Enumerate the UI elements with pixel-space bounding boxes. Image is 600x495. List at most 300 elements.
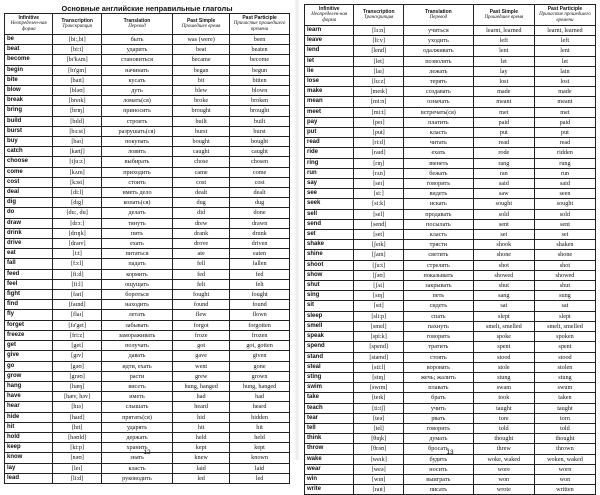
- cell-past-simple: said: [473, 179, 534, 189]
- cell-past-participle: led: [230, 473, 290, 483]
- cell-transcription: [fə'get]: [53, 320, 101, 330]
- cell-infinitive: buy: [5, 137, 53, 147]
- cell-infinitive: sleep: [305, 311, 354, 321]
- cell-transcription: [ʃaɪn]: [354, 250, 403, 260]
- cell-infinitive: feed: [5, 269, 53, 279]
- cell-past-simple: put: [473, 128, 534, 138]
- cell-past-simple: came: [173, 167, 230, 177]
- cell-transcription: [bɜ:st]: [53, 126, 101, 136]
- cell-infinitive: lend: [305, 46, 354, 56]
- cell-translation: читать: [403, 138, 473, 148]
- cell-translation: создавать: [403, 87, 473, 97]
- cell-past-simple: shone: [473, 250, 534, 260]
- cell-past-simple: drove: [173, 239, 230, 249]
- cell-infinitive: fight: [5, 290, 53, 300]
- cell-past-simple: blew: [173, 86, 230, 96]
- cell-translation: прятать(ся): [101, 412, 172, 422]
- cell-translation: учиться: [403, 26, 473, 36]
- cell-transcription: [baɪ]: [53, 137, 101, 147]
- cell-past-participle: paid: [534, 117, 595, 127]
- cell-translation: пахнуть: [403, 321, 473, 331]
- cell-past-participle: taught: [534, 403, 595, 413]
- cell-infinitive: spend: [305, 342, 354, 352]
- cell-infinitive: learn: [305, 26, 354, 36]
- cell-infinitive: swim: [305, 383, 354, 393]
- table-row: [305, 311, 596, 321]
- table-row: [5, 310, 290, 320]
- cell-infinitive: deal: [5, 188, 53, 198]
- cell-past-participle: thrown: [534, 444, 595, 454]
- table-row: [305, 393, 596, 403]
- cell-translation: быть: [101, 35, 172, 45]
- cell-past-participle: rung: [534, 158, 595, 168]
- cell-transcription: [tel]: [354, 423, 403, 433]
- cell-past-simple: became: [173, 55, 230, 65]
- cell-infinitive: shine: [305, 250, 354, 260]
- cell-translation: забывать: [101, 320, 172, 330]
- cell-transcription: [bi:,bi]: [53, 35, 101, 45]
- table-row: [5, 422, 290, 432]
- cell-translation: ударять: [101, 422, 172, 432]
- table-row: [5, 269, 290, 279]
- cell-past-simple: went: [173, 361, 230, 371]
- cell-translation: уходить: [403, 36, 473, 46]
- cell-past-simple: lent: [473, 46, 534, 56]
- cell-transcription: [θɪŋk]: [354, 434, 403, 444]
- header-past-simple: Past Simple Прошедшее время: [473, 5, 534, 26]
- cell-past-participle: lent: [534, 46, 595, 56]
- cell-infinitive: send: [305, 219, 354, 229]
- cell-infinitive: sit: [305, 301, 354, 311]
- cell-translation: начинать: [101, 65, 172, 75]
- cell-past-participle: built: [230, 116, 290, 126]
- cell-past-participle: grown: [230, 371, 290, 381]
- cell-infinitive: write: [305, 485, 354, 495]
- table-row: [5, 218, 290, 228]
- table-row: [5, 392, 290, 402]
- cell-transcription: [leɪ]: [53, 463, 101, 473]
- cell-past-participle: shaken: [534, 240, 595, 250]
- cell-infinitive: hide: [5, 412, 53, 422]
- cell-past-simple: spent: [473, 342, 534, 352]
- cell-translation: давать: [101, 351, 172, 361]
- cell-infinitive: show: [305, 270, 354, 280]
- cell-translation: ехать: [101, 239, 172, 249]
- cell-past-participle: sought: [534, 199, 595, 209]
- table-row: [5, 239, 290, 249]
- table-row: [305, 281, 596, 291]
- cell-past-simple: fought: [173, 290, 230, 300]
- cell-translation: класть: [403, 128, 473, 138]
- cell-transcription: [bɪ'kʌm]: [53, 55, 101, 65]
- cell-translation: тратить: [403, 342, 473, 352]
- verb-table-left: [4, 13, 290, 484]
- cell-past-participle: left: [534, 36, 595, 46]
- table-row: [305, 219, 596, 229]
- cell-translation: пить: [101, 228, 172, 238]
- cell-past-participle: put: [534, 128, 595, 138]
- cell-translation: знать: [101, 453, 172, 463]
- cell-translation: падать: [101, 259, 172, 269]
- cell-infinitive: sell: [305, 209, 354, 219]
- table-row: [5, 75, 290, 85]
- cell-past-simple: got: [173, 341, 230, 351]
- cell-infinitive: fly: [5, 310, 53, 320]
- cell-transcription: [stænd]: [354, 352, 403, 362]
- cell-transcription: [peɪ]: [354, 117, 403, 127]
- cell-translation: класть: [403, 230, 473, 240]
- cell-past-participle: run: [534, 168, 595, 178]
- cell-past-simple: felt: [173, 279, 230, 289]
- cell-infinitive: build: [5, 116, 53, 126]
- cell-infinitive: fall: [5, 259, 53, 269]
- table-row: [305, 209, 596, 219]
- table-row: [5, 65, 290, 75]
- table-row: [5, 208, 290, 218]
- cell-past-simple: shot: [473, 260, 534, 270]
- cell-infinitive: think: [305, 434, 354, 444]
- cell-transcription: [mi:t]: [354, 107, 403, 117]
- table-row: [305, 128, 596, 138]
- cell-infinitive: break: [5, 96, 53, 106]
- cell-past-simple: led: [173, 473, 230, 483]
- cell-transcription: [draɪv]: [53, 239, 101, 249]
- cell-transcription: [sɪŋ]: [354, 291, 403, 301]
- cell-infinitive: drink: [5, 228, 53, 238]
- table-row: [5, 402, 290, 412]
- cell-infinitive: run: [305, 168, 354, 178]
- cell-transcription: [breɪk]: [53, 96, 101, 106]
- cell-infinitive: hear: [5, 402, 53, 412]
- cell-translation: показывать: [403, 270, 473, 280]
- cell-transcription: [nəʊ]: [53, 453, 101, 463]
- cell-translation: приходить: [101, 167, 172, 177]
- cell-translation: ощущать: [101, 279, 172, 289]
- cell-transcription: [di:l]: [53, 188, 101, 198]
- cell-past-participle: let: [534, 56, 595, 66]
- cell-infinitive: know: [5, 453, 53, 463]
- cell-past-participle: torn: [534, 413, 595, 423]
- cell-transcription: [fi:l]: [53, 279, 101, 289]
- cell-infinitive: wear: [305, 464, 354, 474]
- cell-transcription: [bɪ'gɪn]: [53, 65, 101, 75]
- cell-infinitive: win: [305, 474, 354, 484]
- cell-past-simple: froze: [173, 330, 230, 340]
- header-past-simple: Past Simple Прошедшее время: [173, 14, 230, 35]
- table-row: [5, 320, 290, 330]
- right-page: [304, 4, 596, 494]
- cell-infinitive: dig: [5, 198, 53, 208]
- cell-transcription: [kætʃ]: [53, 147, 101, 157]
- table-row: [305, 413, 596, 423]
- cell-translation: брать: [403, 393, 473, 403]
- cell-past-simple: found: [173, 300, 230, 310]
- cell-past-simple: sold: [473, 209, 534, 219]
- cell-past-participle: swum: [534, 383, 595, 393]
- table-row: [305, 179, 596, 189]
- table-row: [305, 383, 596, 393]
- cell-infinitive: stand: [305, 352, 354, 362]
- table-row: [305, 342, 596, 352]
- cell-infinitive: bring: [5, 106, 53, 116]
- cell-past-participle: broken: [230, 96, 290, 106]
- cell-past-simple: rode: [473, 148, 534, 158]
- cell-translation: плавать: [403, 383, 473, 393]
- table-row: [305, 362, 596, 372]
- cell-transcription: [hɪt]: [53, 422, 101, 432]
- table-row: [305, 474, 596, 484]
- cell-translation: бросать: [403, 444, 473, 454]
- cell-infinitive: lose: [305, 77, 354, 87]
- cell-infinitive: make: [305, 87, 354, 97]
- cell-past-participle: kept: [230, 443, 290, 453]
- cell-past-simple: meant: [473, 97, 534, 107]
- cell-past-participle: forgotten: [230, 320, 290, 330]
- cell-transcription: [put]: [354, 128, 403, 138]
- table-row: [305, 158, 596, 168]
- cell-translation: будить: [403, 454, 473, 464]
- cell-infinitive: find: [5, 300, 53, 310]
- cell-transcription: [hæv, həv]: [53, 392, 101, 402]
- cell-infinitive: choose: [5, 157, 53, 167]
- cell-translation: трясти: [403, 240, 473, 250]
- table-row: [305, 372, 596, 382]
- table-row: [5, 198, 290, 208]
- header-past-participle: Past Participle Причастие прошедшего времени: [230, 14, 290, 35]
- cell-infinitive: bite: [5, 75, 53, 85]
- cell-transcription: [send]: [354, 219, 403, 229]
- cell-infinitive: drive: [5, 239, 53, 249]
- cell-infinitive: sting: [305, 372, 354, 382]
- cell-translation: иметь дело: [101, 188, 172, 198]
- cell-infinitive: go: [5, 361, 53, 371]
- cell-translation: ломать(ся): [101, 96, 172, 106]
- cell-infinitive: shut: [305, 281, 354, 291]
- cell-infinitive: cost: [5, 177, 53, 187]
- cell-translation: говорить: [403, 423, 473, 433]
- cell-transcription: [li:v]: [354, 36, 403, 46]
- cell-past-simple: took: [473, 393, 534, 403]
- cell-past-participle: written: [534, 485, 595, 495]
- cell-past-participle: thought: [534, 434, 595, 444]
- cell-transcription: [bɪld]: [53, 116, 101, 126]
- table-row: [5, 167, 290, 177]
- cell-past-participle: begun: [230, 65, 290, 75]
- cell-past-participle: dealt: [230, 188, 290, 198]
- cell-transcription: [fi:d]: [53, 269, 101, 279]
- page-title: Основные английские неправильные глаголы: [61, 4, 233, 13]
- cell-translation: класть: [101, 463, 172, 473]
- cell-transcription: [ʃəʊ]: [354, 270, 403, 280]
- cell-past-participle: come: [230, 167, 290, 177]
- table-header-row: [305, 5, 596, 26]
- header-translation: Translation Перевод: [101, 14, 172, 35]
- cell-past-simple: began: [173, 65, 230, 75]
- cell-past-simple: set: [473, 230, 534, 240]
- cell-past-participle: shot: [534, 260, 595, 270]
- cell-past-simple: smelt, smelled: [473, 321, 534, 331]
- cell-infinitive: meet: [305, 107, 354, 117]
- cell-transcription: [mi:n]: [354, 97, 403, 107]
- cell-translation: выбирать: [101, 157, 172, 167]
- cell-transcription: [laɪ]: [354, 66, 403, 76]
- table-row: [5, 300, 290, 310]
- cell-infinitive: feel: [5, 279, 53, 289]
- cell-past-participle: taken: [534, 393, 595, 403]
- cell-past-simple: ran: [473, 168, 534, 178]
- cell-infinitive: tear: [305, 413, 354, 423]
- cell-infinitive: sing: [305, 291, 354, 301]
- cell-past-simple: fell: [173, 259, 230, 269]
- table-row: [5, 371, 290, 381]
- cell-past-participle: gone: [230, 361, 290, 371]
- cell-transcription: [flaɪ]: [53, 310, 101, 320]
- cell-past-participle: blown: [230, 86, 290, 96]
- table-body-left: [5, 35, 290, 484]
- cell-transcription: [ki:p]: [53, 443, 101, 453]
- cell-past-simple: met: [473, 107, 534, 117]
- cell-infinitive: put: [305, 128, 354, 138]
- cell-infinitive: tell: [305, 423, 354, 433]
- cell-transcription: [du:, du]: [53, 208, 101, 218]
- table-row: [305, 270, 596, 280]
- header-transcription: Transcription Транскрипция: [53, 14, 101, 35]
- table-row: [5, 188, 290, 198]
- cell-infinitive: blow: [5, 86, 53, 96]
- cell-translation: одалживать: [403, 46, 473, 56]
- table-row: [5, 432, 290, 442]
- cell-translation: держать: [101, 432, 172, 442]
- table-row: [5, 341, 290, 351]
- cell-infinitive: lay: [5, 463, 53, 473]
- cell-transcription: [həʊld]: [53, 432, 101, 442]
- cell-past-participle: ridden: [534, 148, 595, 158]
- cell-translation: строить: [101, 116, 172, 126]
- cell-past-simple: kept: [173, 443, 230, 453]
- cell-transcription: [kɔst]: [53, 177, 101, 187]
- cell-translation: искать: [403, 199, 473, 209]
- cell-infinitive: become: [5, 55, 53, 65]
- cell-transcription: [i:t]: [53, 249, 101, 259]
- table-row: [5, 45, 290, 55]
- cell-past-simple: drank: [173, 228, 230, 238]
- cell-translation: учить: [403, 403, 473, 413]
- cell-past-participle: become: [230, 55, 290, 65]
- cell-past-simple: woke, waked: [473, 454, 534, 464]
- table-row: [305, 107, 596, 117]
- cell-transcription: [gɪv]: [53, 351, 101, 361]
- cell-past-participle: dug: [230, 198, 290, 208]
- cell-past-simple: slept: [473, 311, 534, 321]
- cell-infinitive: lead: [5, 473, 53, 483]
- cell-past-simple: swam: [473, 383, 534, 393]
- cell-past-simple: bit: [173, 75, 230, 85]
- cell-past-participle: cost: [230, 177, 290, 187]
- cell-past-participle: been: [230, 35, 290, 45]
- cell-past-simple: stood: [473, 352, 534, 362]
- table-row: [305, 423, 596, 433]
- cell-past-simple: burst: [173, 126, 230, 136]
- cell-translation: ехать: [403, 148, 473, 158]
- cell-transcription: [fɔ:l]: [53, 259, 101, 269]
- cell-transcription: [stɪŋ]: [354, 372, 403, 382]
- table-row: [305, 189, 596, 199]
- cell-past-participle: eaten: [230, 249, 290, 259]
- table-row: [305, 332, 596, 342]
- cell-past-simple: built: [173, 116, 230, 126]
- cell-past-participle: spoken: [534, 332, 595, 342]
- cell-infinitive: have: [5, 392, 53, 402]
- cell-translation: думать: [403, 434, 473, 444]
- cell-translation: посылать: [403, 219, 473, 229]
- cell-transcription: [spi:k]: [354, 332, 403, 342]
- cell-past-participle: had: [230, 392, 290, 402]
- cell-translation: встречать(ся): [403, 107, 473, 117]
- cell-translation: иметь: [101, 392, 172, 402]
- cell-infinitive: ride: [305, 148, 354, 158]
- cell-past-simple: broke: [173, 96, 230, 106]
- cell-past-participle: given: [230, 351, 290, 361]
- cell-infinitive: shake: [305, 240, 354, 250]
- cell-past-participle: met: [534, 107, 595, 117]
- cell-past-participle: told: [534, 423, 595, 433]
- cell-transcription: [meɪk]: [354, 87, 403, 97]
- cell-past-simple: wore: [473, 464, 534, 474]
- table-row: [5, 259, 290, 269]
- table-row: [5, 126, 290, 136]
- cell-past-simple: taught: [473, 403, 534, 413]
- cell-translation: тянуть: [101, 218, 172, 228]
- cell-translation: платить: [403, 117, 473, 127]
- header-translation: Translation Перевод: [403, 5, 473, 26]
- cell-past-participle: drunk: [230, 228, 290, 238]
- cell-infinitive: hit: [5, 422, 53, 432]
- cell-past-simple: sat: [473, 301, 534, 311]
- table-row: [305, 291, 596, 301]
- cell-transcription: [θrəʊ]: [354, 444, 403, 454]
- cell-past-simple: forgot: [173, 320, 230, 330]
- cell-translation: бежать: [403, 168, 473, 178]
- cell-translation: звенеть: [403, 158, 473, 168]
- cell-infinitive: throw: [305, 444, 354, 454]
- cell-past-simple: chose: [173, 157, 230, 167]
- cell-transcription: [ʃu:t]: [354, 260, 403, 270]
- table-row: [305, 199, 596, 209]
- cell-infinitive: do: [5, 208, 53, 218]
- cell-translation: ловить: [101, 147, 172, 157]
- cell-past-participle: sung: [534, 291, 595, 301]
- cell-past-simple: dealt: [173, 188, 230, 198]
- cell-translation: закрывать: [403, 281, 473, 291]
- cell-transcription: [kʌm]: [53, 167, 101, 177]
- cell-past-simple: bought: [173, 137, 230, 147]
- table-row: [5, 147, 290, 157]
- cell-past-participle: lost: [534, 77, 595, 87]
- cell-transcription: [spend]: [354, 342, 403, 352]
- cell-past-participle: felt: [230, 279, 290, 289]
- cell-past-participle: slept: [534, 311, 595, 321]
- table-row: [5, 412, 290, 422]
- cell-past-participle: drawn: [230, 218, 290, 228]
- cell-translation: ударить: [101, 45, 172, 55]
- table-row: [305, 66, 596, 76]
- cell-past-participle: got, gotten: [230, 341, 290, 351]
- cell-past-simple: stole: [473, 362, 534, 372]
- cell-translation: позволять: [403, 56, 473, 66]
- cell-past-simple: shook: [473, 240, 534, 250]
- table-row: [305, 97, 596, 107]
- cell-past-simple: won: [473, 474, 534, 484]
